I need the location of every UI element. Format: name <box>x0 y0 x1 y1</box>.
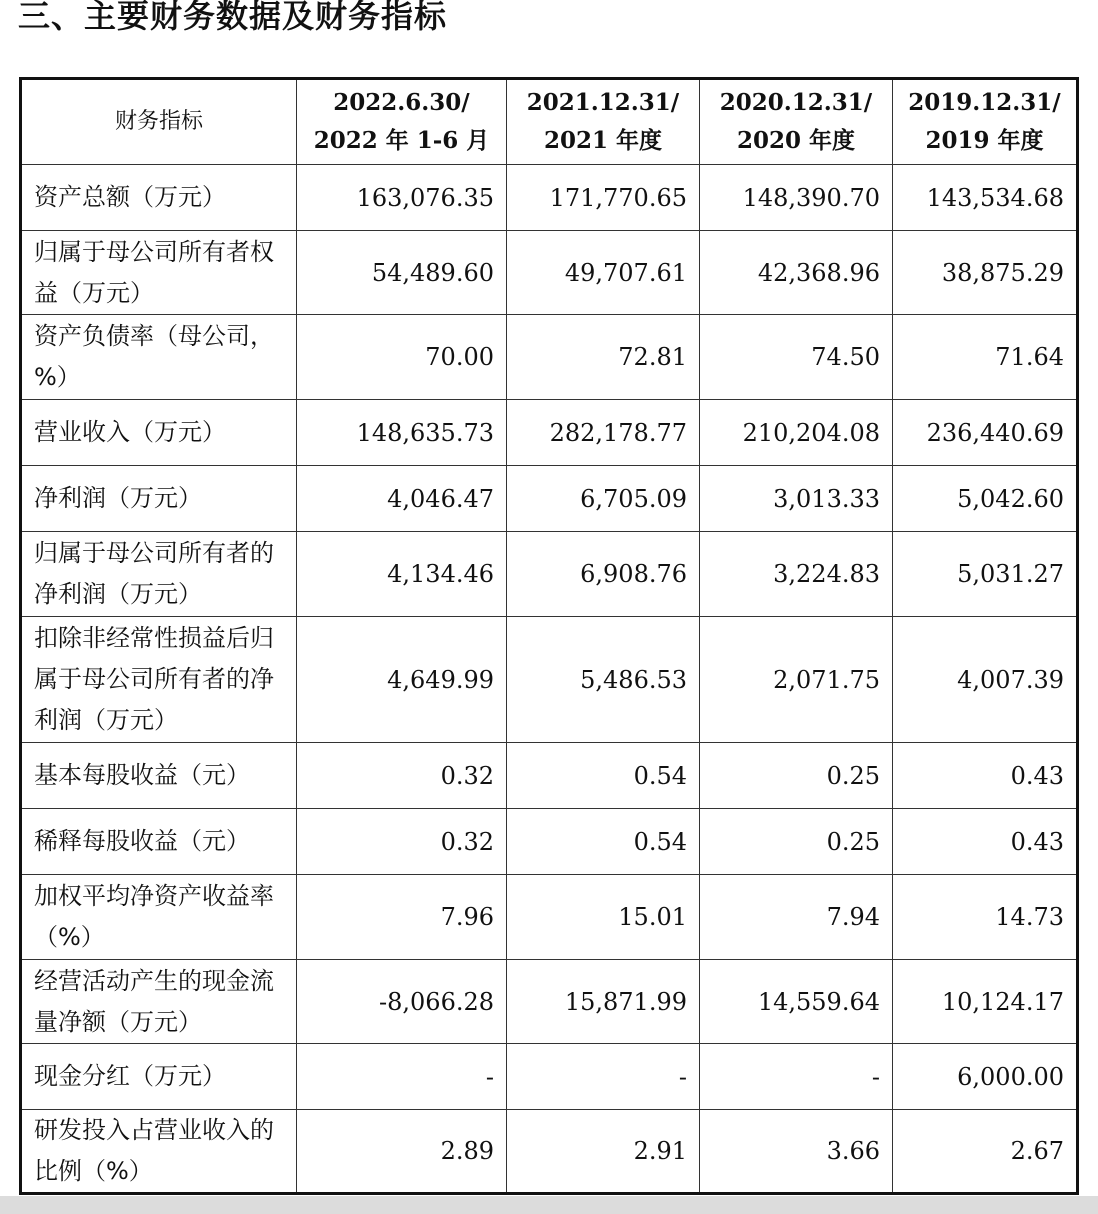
row-label: 经营活动产生的现金流量净额（万元） <box>21 960 297 1044</box>
row-label: 净利润（万元） <box>21 466 297 532</box>
row-label: 稀释每股收益（元） <box>21 809 297 875</box>
cell-value: 0.25 <box>700 743 893 809</box>
cell-value: 0.32 <box>297 743 507 809</box>
cell-value: 4,046.47 <box>297 466 507 532</box>
period-label: 2020 年度 <box>736 127 856 154</box>
table-row <box>21 960 1078 1044</box>
cell-value: 282,178.77 <box>507 400 700 466</box>
cell-value: 5,486.53 <box>507 617 700 743</box>
row-label: 加权平均净资产收益率（%） <box>21 875 297 960</box>
column-header-2020 <box>700 79 893 165</box>
cell-value: 14.73 <box>893 875 1078 960</box>
cell-value: 3,224.83 <box>700 532 893 617</box>
row-label: 营业收入（万元） <box>21 400 297 466</box>
cell-value: 0.32 <box>297 809 507 875</box>
cell-value: 15,871.99 <box>507 960 700 1044</box>
cell-value: -8,066.28 <box>297 960 507 1044</box>
table-row <box>21 809 1078 875</box>
table-row <box>21 466 1078 532</box>
cell-value: 49,707.61 <box>507 231 700 315</box>
period-label: 2022 年 1-6 月 <box>313 127 490 154</box>
cell-value: 0.54 <box>507 743 700 809</box>
financial-indicators-table <box>19 77 1079 1195</box>
cell-value: 236,440.69 <box>893 400 1078 466</box>
row-label: 研发投入占营业收入的比例（%） <box>21 1110 297 1194</box>
row-label: 资产负债率（母公司，%） <box>21 315 297 400</box>
column-header-2019 <box>893 79 1078 165</box>
cell-value: 6,705.09 <box>507 466 700 532</box>
cell-value: 38,875.29 <box>893 231 1078 315</box>
cell-value: 54,489.60 <box>297 231 507 315</box>
cell-value: 6,000.00 <box>893 1044 1078 1110</box>
cell-value: 5,031.27 <box>893 532 1078 617</box>
period-date: 2021.12.31/ <box>526 89 680 116</box>
cell-value: 0.43 <box>893 743 1078 809</box>
cell-value: 4,649.99 <box>297 617 507 743</box>
period-label: 2019 年度 <box>925 127 1044 154</box>
cell-value: - <box>297 1044 507 1110</box>
cell-value: 72.81 <box>507 315 700 400</box>
table-row <box>21 165 1078 231</box>
cell-value: 71.64 <box>893 315 1078 400</box>
cell-value: 2.89 <box>297 1110 507 1194</box>
row-label: 基本每股收益（元） <box>21 743 297 809</box>
cell-value: 171,770.65 <box>507 165 700 231</box>
cell-value: 42,368.96 <box>700 231 893 315</box>
bottom-edge-bar <box>0 1196 1098 1214</box>
cell-value: 4,134.46 <box>297 532 507 617</box>
cell-value: 2.91 <box>507 1110 700 1194</box>
cell-value: 0.25 <box>700 809 893 875</box>
column-header-2022h1 <box>297 79 507 165</box>
cell-value: 148,390.70 <box>700 165 893 231</box>
section-title: 三、主要财务数据及财务指标 <box>18 0 448 35</box>
cell-value: 7.94 <box>700 875 893 960</box>
table-row <box>21 743 1078 809</box>
table-row <box>21 315 1078 400</box>
cell-value: 10,124.17 <box>893 960 1078 1044</box>
cell-value: 0.54 <box>507 809 700 875</box>
table-header-row <box>21 79 1078 165</box>
period-date: 2019.12.31/ <box>908 89 1061 116</box>
period-label: 2021 年度 <box>543 127 663 154</box>
cell-value: - <box>700 1044 893 1110</box>
row-label: 归属于母公司所有者的净利润（万元） <box>21 532 297 617</box>
row-label: 扣除非经常性损益后归属于母公司所有者的净利润（万元） <box>21 617 297 743</box>
row-label: 资产总额（万元） <box>21 165 297 231</box>
table-row <box>21 231 1078 315</box>
cell-value: 3,013.33 <box>700 466 893 532</box>
cell-value: 5,042.60 <box>893 466 1078 532</box>
period-date: 2022.6.30/ <box>333 89 470 116</box>
cell-value: 70.00 <box>297 315 507 400</box>
table-row <box>21 1110 1078 1194</box>
cell-value: 15.01 <box>507 875 700 960</box>
cell-value: 2.67 <box>893 1110 1078 1194</box>
row-label: 归属于母公司所有者权益（万元） <box>21 231 297 315</box>
row-label: 现金分红（万元） <box>21 1044 297 1110</box>
cell-value: 2,071.75 <box>700 617 893 743</box>
cell-value: 143,534.68 <box>893 165 1078 231</box>
cell-value: 7.96 <box>297 875 507 960</box>
table-row <box>21 617 1078 743</box>
cell-value: - <box>507 1044 700 1110</box>
table-row <box>21 875 1078 960</box>
table-row <box>21 532 1078 617</box>
cell-value: 210,204.08 <box>700 400 893 466</box>
column-header-2021 <box>507 79 700 165</box>
table-row <box>21 1044 1078 1110</box>
cell-value: 4,007.39 <box>893 617 1078 743</box>
column-header-metric: 财务指标 <box>21 79 297 165</box>
cell-value: 6,908.76 <box>507 532 700 617</box>
cell-value: 163,076.35 <box>297 165 507 231</box>
period-date: 2020.12.31/ <box>719 89 873 116</box>
cell-value: 148,635.73 <box>297 400 507 466</box>
cell-value: 3.66 <box>700 1110 893 1194</box>
cell-value: 74.50 <box>700 315 893 400</box>
table-row <box>21 400 1078 466</box>
cell-value: 0.43 <box>893 809 1078 875</box>
cell-value: 14,559.64 <box>700 960 893 1044</box>
